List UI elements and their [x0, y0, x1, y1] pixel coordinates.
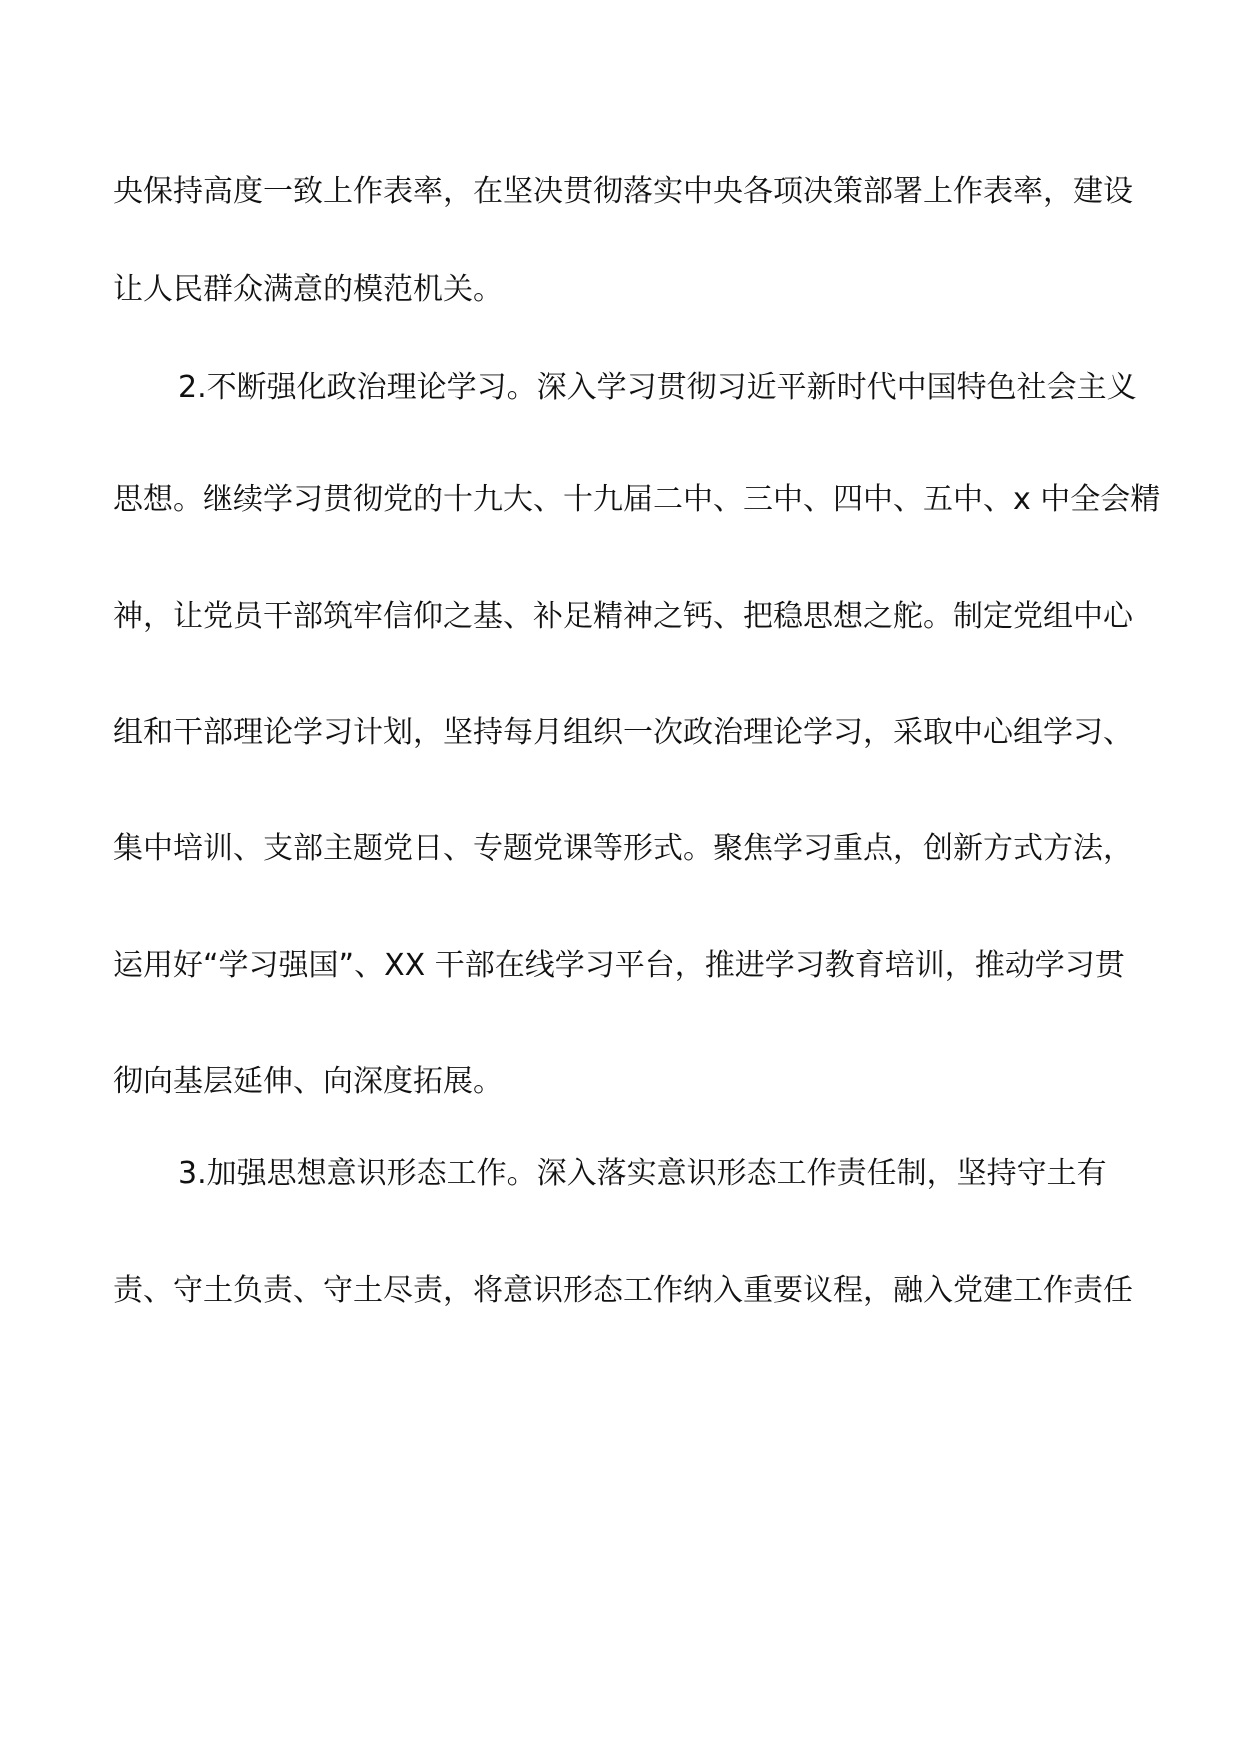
section-heading-line: 3.加强思想意识形态工作。深入落实意识形态工作责任制，坚持守土有 — [178, 1156, 1107, 1191]
paragraph-line: 思想。继续学习贯彻党的十九大、十九届二中、三中、四中、五中、x 中全会精 — [113, 482, 1161, 517]
paragraph-line: 运用好“学习强国”、XX 干部在线学习平台，推进学习教育培训，推动学习贯 — [113, 948, 1125, 983]
paragraph-line: 神，让党员干部筑牢信仰之基、补足精神之钙、把稳思想之舵。制定党组中心 — [113, 599, 1133, 634]
section-heading-line: 2.不断强化政治理论学习。深入学习贯彻习近平新时代中国特色社会主义 — [178, 370, 1137, 405]
paragraph-line: 彻向基层延伸、向深度拓展。 — [113, 1064, 503, 1099]
paragraph-line: 让人民群众满意的模范机关。 — [113, 272, 503, 307]
paragraph-line: 组和干部理论学习计划，坚持每月组织一次政治理论学习，采取中心组学习、 — [113, 715, 1133, 750]
paragraph-line: 央保持高度一致上作表率，在坚决贯彻落实中央各项决策部署上作表率，建设 — [113, 174, 1133, 209]
paragraph-line: 集中培训、支部主题党日、专题党课等形式。聚焦学习重点，创新方式方法， — [113, 831, 1133, 866]
paragraph-line: 责、守土负责、守土尽责，将意识形态工作纳入重要议程，融入党建工作责任 — [113, 1273, 1133, 1308]
